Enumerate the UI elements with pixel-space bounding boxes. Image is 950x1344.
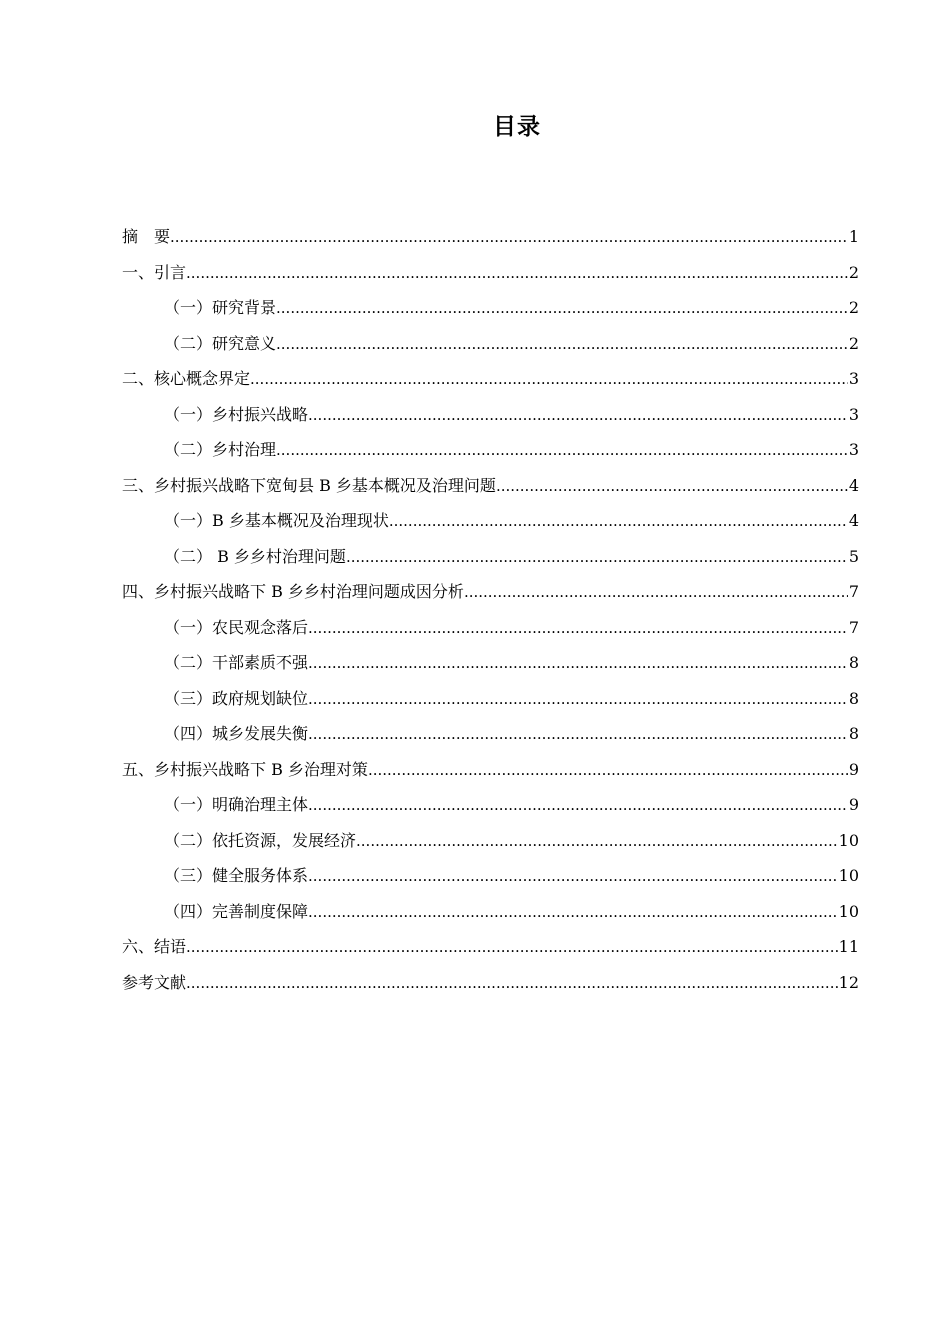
toc-dot-leader — [389, 504, 848, 540]
toc-entry[interactable] — [122, 823, 859, 859]
toc-page-number: 2 — [848, 333, 859, 353]
toc-entry[interactable] — [122, 326, 859, 362]
toc-dot-leader — [356, 824, 838, 860]
toc-entry[interactable] — [122, 503, 859, 539]
page-title: 目录 — [493, 114, 541, 140]
toc-dot-leader — [308, 398, 848, 434]
toc-page-number: 9 — [848, 759, 859, 779]
toc-dot-leader — [308, 611, 848, 647]
toc-page-number: 2 — [848, 262, 859, 282]
toc-entry-label: 参考文献 — [122, 972, 187, 992]
toc-dot-leader — [250, 362, 848, 398]
toc-entry[interactable] — [122, 468, 859, 504]
toc-entry[interactable] — [122, 397, 859, 433]
toc-page-number: 10 — [838, 830, 859, 850]
toc-entry-label: （一）研究背景 — [164, 298, 277, 317]
toc-dot-leader — [186, 930, 838, 966]
toc-dot-leader — [496, 469, 848, 505]
toc-entry[interactable] — [122, 290, 859, 326]
toc-page-number: 9 — [848, 795, 859, 814]
toc-dot-leader — [308, 895, 838, 931]
toc-entry[interactable] — [122, 894, 859, 930]
toc-entry-label: （三）健全服务体系 — [164, 866, 309, 885]
toc-entry[interactable] — [122, 965, 859, 1001]
toc-page-number: 4 — [848, 475, 859, 495]
toc-dot-leader — [170, 220, 848, 256]
toc-page-number: 2 — [848, 298, 859, 317]
toc-entry-label: 一、引言 — [122, 262, 187, 282]
toc-page-number: 10 — [838, 866, 859, 885]
toc-page-number: 3 — [848, 369, 859, 388]
toc-entry[interactable] — [122, 219, 859, 255]
toc-entry[interactable] — [122, 610, 859, 646]
toc-dot-leader — [308, 788, 848, 824]
toc-entry-label: （二）乡村治理 — [164, 440, 277, 459]
toc-entry-label: （一）B 乡基本概况及治理现状 — [164, 511, 389, 530]
toc-entry[interactable] — [122, 858, 859, 894]
toc-entry-label: 二、核心概念界定 — [122, 369, 251, 388]
toc-entry-label: （四）城乡发展失衡 — [164, 724, 309, 743]
toc-entry-label: 三、乡村振兴战略下宽甸县 B 乡基本概况及治理问题 — [122, 475, 496, 495]
toc-entry-label: （二） B 乡乡村治理问题 — [164, 546, 346, 566]
toc-entry[interactable] — [122, 645, 859, 681]
toc-entry[interactable] — [122, 752, 859, 788]
toc-page-number: 8 — [848, 724, 859, 743]
toc-dot-leader — [276, 433, 848, 469]
toc-entry-label: 四、乡村振兴战略下 B 乡乡村治理问题成因分析 — [122, 582, 464, 601]
toc-entry-label: （二）依托资源，发展经济 — [164, 830, 357, 850]
toc-entry[interactable] — [122, 432, 859, 468]
toc-entry-label: （一）明确治理主体 — [164, 795, 309, 814]
toc-entry-label: （一）农民观念落后 — [164, 617, 309, 637]
toc-page-number: 11 — [838, 937, 859, 956]
toc-dot-leader — [308, 717, 848, 753]
toc-page-number: 10 — [838, 901, 859, 921]
toc-dot-leader — [346, 540, 848, 576]
toc-dot-leader — [308, 646, 848, 682]
toc-entry-label: （三）政府规划缺位 — [164, 688, 309, 708]
toc-page-number: 5 — [848, 546, 859, 566]
toc-page-number: 1 — [848, 227, 859, 246]
toc-page-number: 7 — [848, 617, 859, 637]
toc-entry[interactable] — [122, 255, 859, 291]
toc-dot-leader — [186, 966, 838, 1002]
toc-page-number: 3 — [848, 440, 859, 459]
toc-entry-label: 摘 要 — [122, 227, 171, 246]
toc-entry[interactable] — [122, 787, 859, 823]
table-of-contents — [122, 219, 859, 1000]
toc-entry-label: （一）乡村振兴战略 — [164, 404, 309, 424]
toc-dot-leader — [276, 291, 848, 327]
toc-page-number: 3 — [848, 404, 859, 424]
toc-page-number: 12 — [838, 972, 859, 992]
toc-entry[interactable] — [122, 716, 859, 752]
toc-entry[interactable] — [122, 574, 859, 610]
toc-page-number: 8 — [848, 653, 859, 672]
toc-entry-label: 五、乡村振兴战略下 B 乡治理对策 — [122, 759, 368, 779]
toc-dot-leader — [276, 327, 848, 363]
toc-entry-label: 六、结语 — [122, 937, 187, 956]
toc-dot-leader — [308, 682, 848, 718]
toc-dot-leader — [308, 859, 838, 895]
toc-entry-label: （四）完善制度保障 — [164, 901, 309, 921]
toc-page-number: 4 — [848, 511, 859, 530]
toc-entry[interactable] — [122, 539, 859, 575]
toc-entry[interactable] — [122, 681, 859, 717]
toc-dot-leader — [186, 256, 848, 292]
toc-page-number: 7 — [848, 582, 859, 601]
toc-entry[interactable] — [122, 929, 859, 965]
toc-dot-leader — [368, 753, 848, 789]
toc-entry[interactable] — [122, 361, 859, 397]
toc-entry-label: （二）干部素质不强 — [164, 653, 309, 672]
toc-entry-label: （二）研究意义 — [164, 333, 277, 353]
toc-dot-leader — [464, 575, 848, 611]
toc-page-number: 8 — [848, 688, 859, 708]
